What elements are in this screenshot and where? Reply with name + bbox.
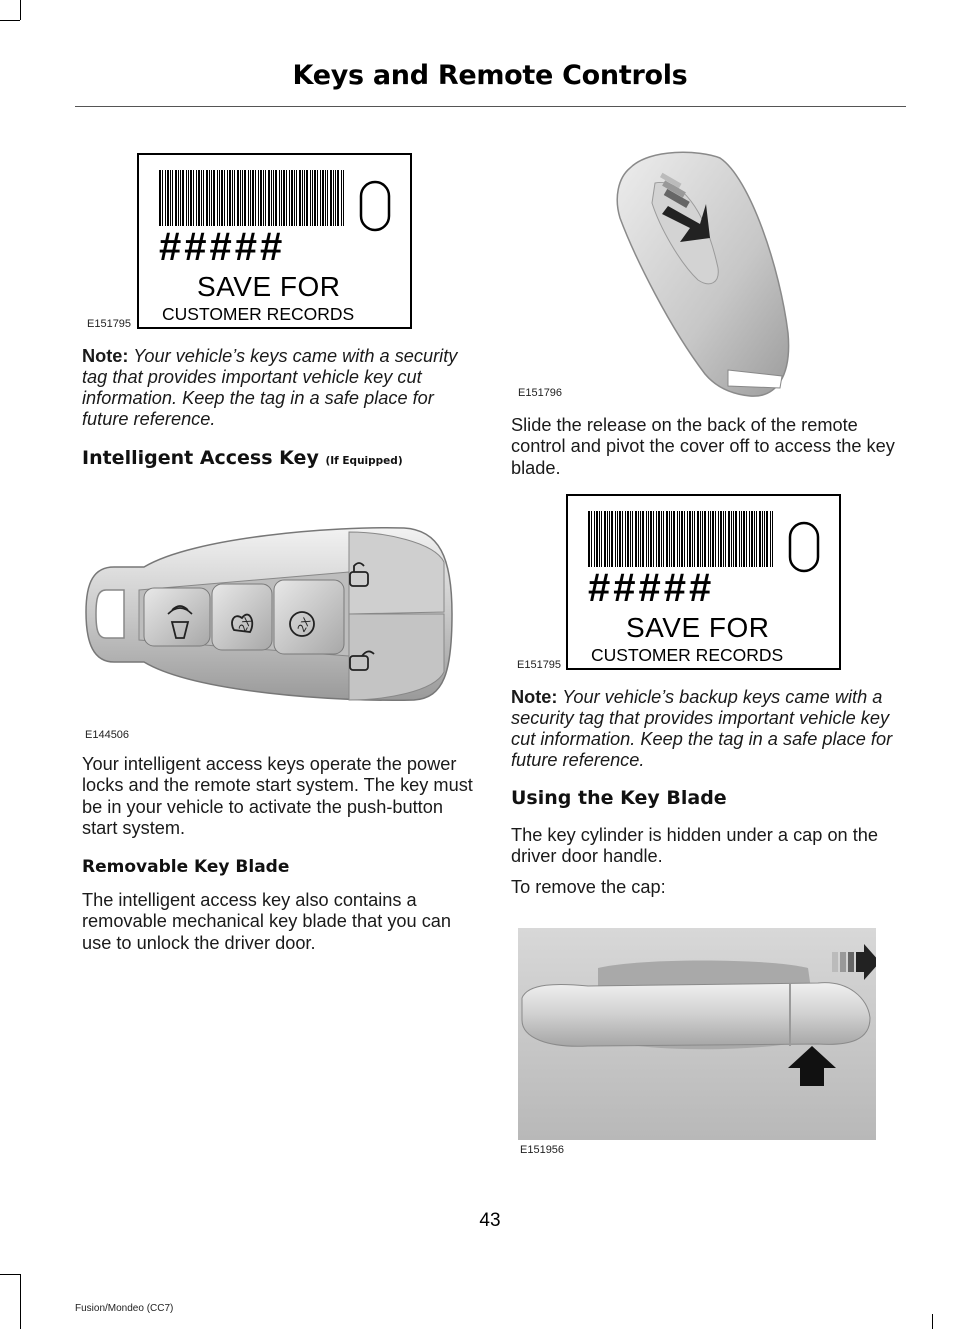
barcode-bar <box>232 170 233 226</box>
barcode-bar <box>617 511 618 567</box>
barcode-bar <box>279 170 280 226</box>
key-hole-icon <box>788 521 822 575</box>
barcode-bar <box>622 511 623 567</box>
barcode-graphic <box>159 170 349 228</box>
barcode-bar <box>190 170 192 226</box>
barcode-bar <box>728 511 730 567</box>
barcode-bar <box>193 170 194 226</box>
section-heading-key-blade: Using the Key Blade <box>511 787 727 809</box>
barcode-bar <box>710 511 711 567</box>
barcode-bar <box>718 511 719 567</box>
barcode-bar <box>666 511 668 567</box>
barcode-bar <box>227 170 228 226</box>
barcode-bar <box>213 170 215 226</box>
barcode-bar <box>642 511 644 567</box>
barcode-bar <box>312 170 313 226</box>
heading-text: Intelligent Access Key <box>82 447 319 469</box>
note-security-tag <box>82 346 474 430</box>
barcode-bar <box>712 511 714 567</box>
barcode-bar <box>209 170 210 226</box>
barcode-bar <box>341 170 342 226</box>
tag-save-for: SAVE FOR <box>197 271 341 302</box>
barcode-bar <box>201 170 202 226</box>
barcode-bar <box>632 511 633 567</box>
barcode-bar <box>656 511 657 567</box>
barcode-bar <box>635 511 637 567</box>
page-number: 43 <box>479 1210 501 1231</box>
barcode-bar <box>708 511 709 567</box>
barcode-bar <box>725 511 726 567</box>
barcode-bar <box>607 511 608 567</box>
barcode-bar <box>229 170 231 226</box>
barcode-bar <box>268 170 270 226</box>
figure-id: E151796 <box>518 387 563 399</box>
barcode-bar <box>327 170 328 226</box>
barcode-bar <box>648 511 649 567</box>
barcode-bar <box>754 511 755 567</box>
barcode-bar <box>638 511 639 567</box>
barcode-bar <box>619 511 621 567</box>
section-heading-intelligent-key <box>82 447 403 469</box>
paragraph: Your intelligent access keys operate the power locks and the remote start system. The key must be in your vehicle to activate the push-button start system. <box>82 754 473 838</box>
barcode-bar <box>281 170 282 226</box>
barcode-bar <box>263 170 264 226</box>
note-backup-keys <box>511 687 906 771</box>
barcode-bar <box>692 511 693 567</box>
barcode-bar <box>653 511 654 567</box>
barcode-bar <box>304 170 305 226</box>
barcode-bar <box>234 170 235 226</box>
barcode-bar <box>310 170 311 226</box>
heading-suffix: (If Equipped) <box>325 455 403 467</box>
barcode-bar <box>599 511 600 567</box>
barcode-bar <box>248 170 249 226</box>
barcode-graphic <box>588 511 778 569</box>
barcode-bar <box>615 511 616 567</box>
footer-model: Fusion/Mondeo (CC7) <box>75 1303 174 1314</box>
key-code-hashes: ##### <box>159 225 286 269</box>
barcode-bar <box>198 170 200 226</box>
barcode-bar <box>741 511 742 567</box>
subheading-removable-blade: Removable Key Blade <box>82 857 290 877</box>
crop-mark <box>0 20 20 21</box>
barcode-bar <box>343 170 344 226</box>
barcode-bar <box>749 511 750 567</box>
barcode-bar <box>320 170 321 226</box>
page-title: Keys and Remote Controls <box>292 60 688 91</box>
barcode-bar <box>596 511 598 567</box>
door-handle-illustration <box>518 928 876 1140</box>
barcode-bar <box>265 170 266 226</box>
barcode-bar <box>260 170 262 226</box>
barcode-bar <box>772 511 773 567</box>
barcode-bar <box>286 170 287 226</box>
fob-button-label: 2X <box>236 615 255 635</box>
barcode-bar <box>258 170 259 226</box>
barcode-bar <box>335 170 336 226</box>
barcode-bar <box>273 170 274 226</box>
barcode-bar <box>186 170 187 226</box>
crop-mark <box>20 0 21 20</box>
barcode-bar <box>751 511 753 567</box>
barcode-bar <box>162 170 163 226</box>
paragraph: The intelligent access key also contains a removable mechanical key blade that you can use to unlock the driver door. <box>82 890 452 953</box>
barcode-bar <box>221 170 223 226</box>
barcode-bar <box>291 170 293 226</box>
barcode-bar <box>671 511 672 567</box>
note-body: Your vehicle’s keys came with a security tag that provides important vehicle key cut information. Keep the tag in a safe place for future reference. <box>82 346 458 429</box>
barcode-bar <box>302 170 303 226</box>
barcode-bar <box>255 170 256 226</box>
barcode-bar <box>175 170 177 226</box>
barcode-bar <box>720 511 722 567</box>
figure-id: E151795 <box>517 659 562 671</box>
barcode-bar <box>658 511 660 567</box>
paragraph: The key cylinder is hidden under a cap on the driver door handle. <box>511 825 879 867</box>
barcode-bar <box>325 170 326 226</box>
barcode-bar <box>770 511 771 567</box>
barcode-bar <box>677 511 678 567</box>
barcode-bar <box>739 511 740 567</box>
key-code-hashes: ##### <box>588 566 715 610</box>
barcode-bar <box>630 511 631 567</box>
barcode-bar <box>663 511 664 567</box>
barcode-bar <box>283 170 285 226</box>
barcode-bar <box>240 170 241 226</box>
barcode-bar <box>762 511 763 567</box>
barcode-bar <box>673 511 675 567</box>
fob-back-illustration <box>610 148 795 400</box>
barcode-bar <box>681 511 683 567</box>
barcode-bar <box>697 511 699 567</box>
barcode-bar <box>715 511 716 567</box>
barcode-bar <box>196 170 197 226</box>
barcode-bar <box>704 511 706 567</box>
barcode-bar <box>601 511 602 567</box>
barcode-bar <box>289 170 290 226</box>
barcode-bar <box>180 170 181 226</box>
security-tag-figure <box>137 153 412 329</box>
barcode-bar <box>687 511 688 567</box>
tag-customer-records: CUSTOMER RECORDS <box>591 645 784 665</box>
barcode-bar <box>271 170 272 226</box>
barcode-bar <box>723 511 724 567</box>
note-label: Note: <box>511 687 558 707</box>
paragraph: To remove the cap: <box>511 877 666 897</box>
barcode-bar <box>275 170 277 226</box>
barcode-bar <box>689 511 691 567</box>
barcode-bar <box>159 170 161 226</box>
tag-customer-records: CUSTOMER RECORDS <box>162 304 355 324</box>
barcode-bar <box>299 170 301 226</box>
barcode-bar <box>731 511 732 567</box>
barcode-bar <box>591 511 592 567</box>
barcode-bar <box>211 170 212 226</box>
barcode-bar <box>172 170 173 226</box>
figure-id: E151956 <box>520 1144 565 1156</box>
barcode-bar <box>188 170 189 226</box>
note-body: Your vehicle’s backup keys came with a security tag that provides important vehicle key cut information. Keep the tag in a safe place for future reference. <box>511 687 893 770</box>
barcode-bar <box>661 511 662 567</box>
crop-mark <box>0 1274 20 1275</box>
barcode-bar <box>244 170 246 226</box>
barcode-bar <box>330 170 332 226</box>
barcode-bar <box>322 170 324 226</box>
figure-id: E151795 <box>87 318 132 330</box>
barcode-bar <box>224 170 225 226</box>
barcode-bar <box>337 170 339 226</box>
barcode-bar <box>756 511 757 567</box>
barcode-bar <box>588 511 590 567</box>
barcode-bar <box>679 511 680 567</box>
barcode-bar <box>217 170 218 226</box>
barcode-bar <box>627 511 629 567</box>
barcode-bar <box>694 511 695 567</box>
barcode-bar <box>646 511 647 567</box>
crop-mark <box>20 1274 21 1329</box>
barcode-bar <box>609 511 610 567</box>
barcode-bar <box>625 511 626 567</box>
barcode-bar <box>684 511 685 567</box>
barcode-bar <box>735 511 737 567</box>
barcode-bar <box>314 170 316 226</box>
barcode-bar <box>206 170 208 226</box>
barcode-bar <box>669 511 670 567</box>
security-tag-figure <box>566 494 841 670</box>
key-fob-illustration <box>84 522 454 707</box>
figure-id: E144506 <box>85 729 130 741</box>
barcode-bar <box>604 511 606 567</box>
tag-save-for: SAVE FOR <box>626 612 770 643</box>
barcode-bar <box>170 170 171 226</box>
barcode-bar <box>178 170 179 226</box>
barcode-bar <box>733 511 734 567</box>
paragraph: Slide the release on the back of the remote control and pivot the cover off to access the key blade. <box>511 415 895 478</box>
barcode-bar <box>294 170 295 226</box>
crop-mark <box>932 1314 933 1329</box>
note-label: Note: <box>82 346 129 366</box>
barcode-bar <box>640 511 641 567</box>
barcode-bar <box>182 170 184 226</box>
barcode-bar <box>296 170 297 226</box>
barcode-bar <box>743 511 745 567</box>
barcode-bar <box>203 170 204 226</box>
barcode-bar <box>242 170 243 226</box>
barcode-bar <box>746 511 747 567</box>
barcode-bar <box>252 170 254 226</box>
barcode-bar <box>702 511 703 567</box>
barcode-bar <box>306 170 308 226</box>
key-hole-icon <box>359 180 393 234</box>
barcode-bar <box>700 511 701 567</box>
barcode-bar <box>165 170 166 226</box>
header-rule <box>75 106 906 107</box>
barcode-bar <box>611 511 613 567</box>
barcode-bar <box>317 170 318 226</box>
fob-button-label: 2X <box>295 615 314 635</box>
barcode-bar <box>594 511 595 567</box>
barcode-bar <box>764 511 765 567</box>
barcode-bar <box>219 170 220 226</box>
barcode-bar <box>766 511 768 567</box>
barcode-bar <box>250 170 251 226</box>
barcode-bar <box>650 511 652 567</box>
barcode-bar <box>759 511 761 567</box>
barcode-bar <box>237 170 239 226</box>
barcode-bar <box>333 170 334 226</box>
barcode-bar <box>167 170 169 226</box>
